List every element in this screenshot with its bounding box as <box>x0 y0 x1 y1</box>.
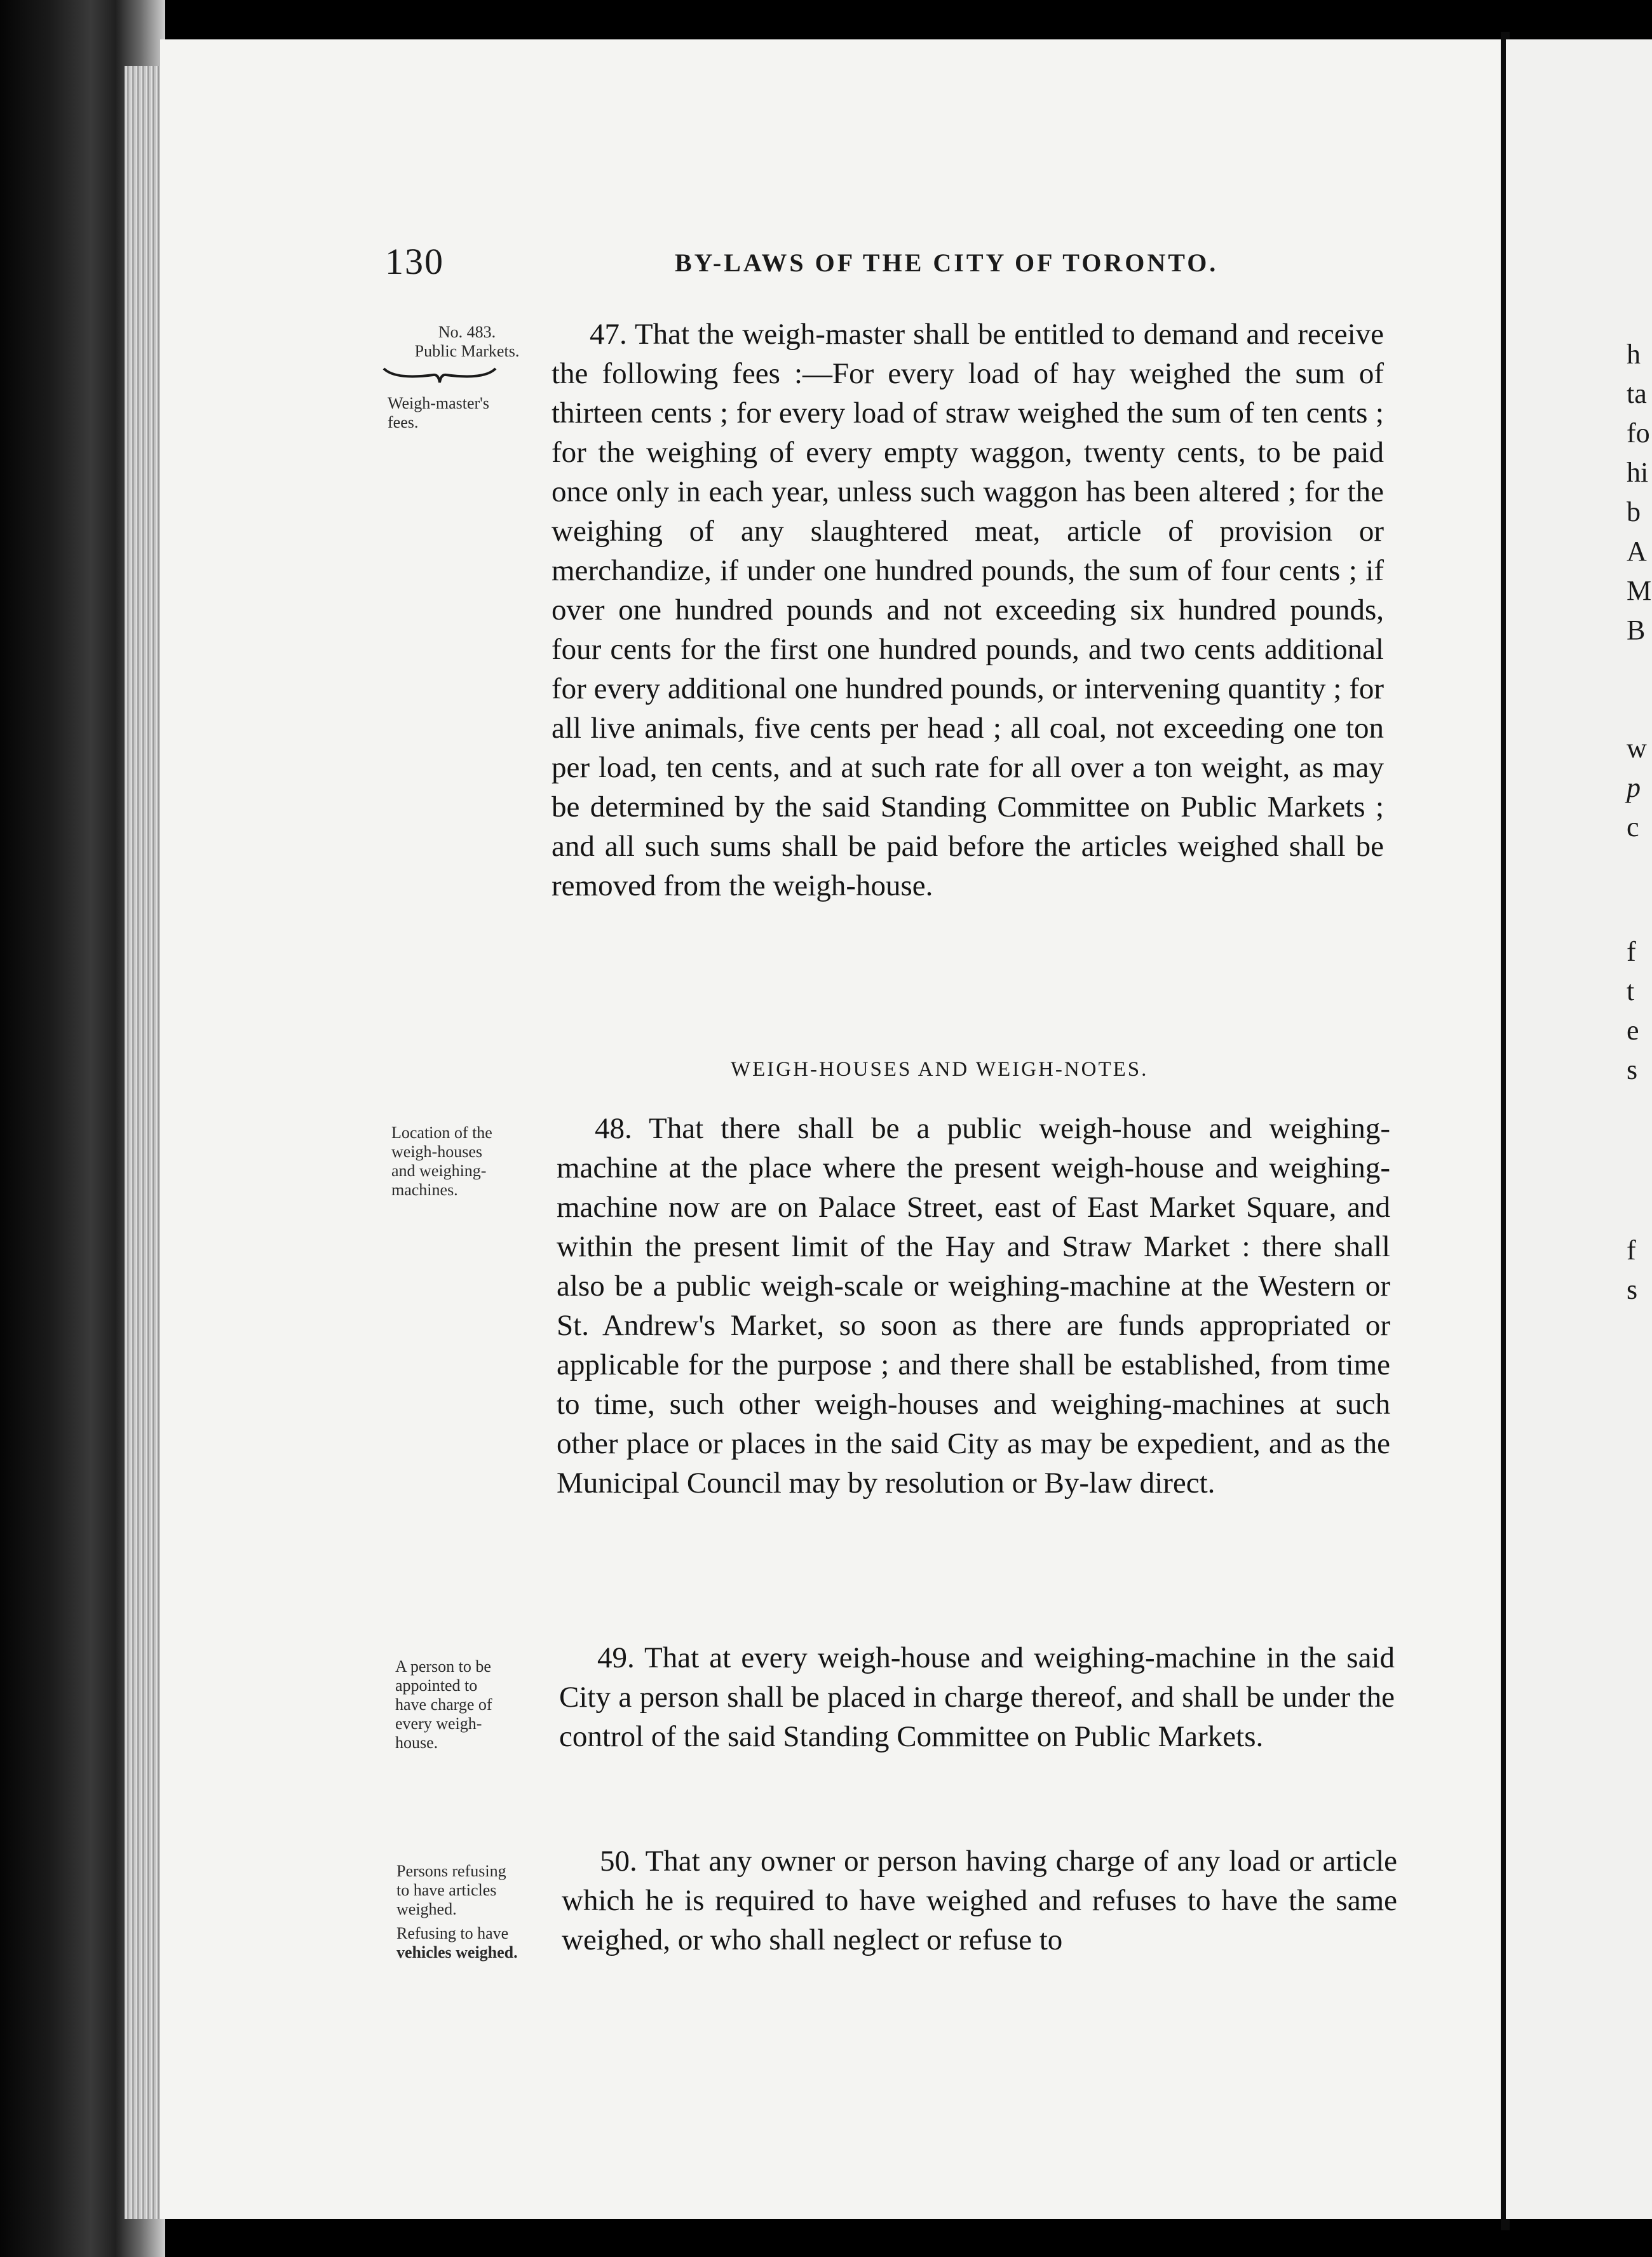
sidenote-line: Persons refusing <box>396 1862 506 1880</box>
paragraph-text: 48. That there shall be a public weigh-house and weighing-machine at the place where the present weigh-house and weighing-machine now are on Palace Street, east of East Market Square, and within the present limit of the Hay and Straw Market : there shall also be a public weigh-scale or weighing-machine at the Western or St. Andrew's Market, so soon as there are funds appropriated or applicable for the purpose ; and there shall be established, from time to time, such other weigh-houses and weighing-machines at such other place or places in the said City as may be expedient, and as the Municipal Council may by resolution or By-law direct. <box>557 1112 1390 1500</box>
sidenote-line: to have articles <box>396 1881 497 1899</box>
facing-fragment: hi <box>1627 457 1649 488</box>
sidenote-weigh-master-fees <box>388 394 546 432</box>
facing-page <box>1506 39 1652 2219</box>
sidenote-line: No. 483. <box>438 323 496 341</box>
facing-fragment: h <box>1627 339 1641 370</box>
paragraph-text: 47. That the weigh-master shall be entitled to demand and receive the following fees :—For every load of hay weighed the sum of thirteen cents ; for every load of straw weighed the sum of ten cents ; for the weighing of every empty waggon, twenty cents, to be paid once only in each year, unless such waggon has been altered ; for the weighing of any slaughtered meat, article of provision or merchandize, if under one hundred pounds, the sum of four cents ; if over one hundred pounds and not exceeding six hundred pounds, four cents for the first one hundred pounds, and two cents additional for every additional one hundred pounds, or intervening quantity ; for all live animals, five cents per head ; all coal, not exceeding one ton per load, ten cents, and at such rate for all over a ton weight, as may be determined by the said Standing Committee on Public Markets ; and all such sums shall be paid before the articles weighed shall be removed from the weigh-house. <box>552 318 1384 902</box>
sidenote-line: every weigh- <box>395 1714 482 1733</box>
paragraph-text: 49. That at every weigh-house and weighing-machine in the said City a person shall be placed in charge thereof, and shall be under the control of the said Standing Committee on Public Markets. <box>559 1641 1395 1753</box>
facing-fragment: t <box>1627 975 1635 1006</box>
sidenote-line: and weighing- <box>391 1162 487 1180</box>
sidenote-line: vehicles weighed. <box>396 1943 518 1962</box>
facing-fragment: c <box>1627 811 1639 843</box>
facing-fragment: M <box>1627 575 1652 606</box>
running-header <box>385 240 1249 285</box>
facing-fragment: fo <box>1627 417 1650 449</box>
sidenote-line: Public Markets. <box>414 342 520 360</box>
facing-fragment: w <box>1627 733 1647 764</box>
paragraph-47 <box>552 315 1384 905</box>
section-heading: WEIGH-HOUSES AND WEIGH-NOTES. <box>731 1058 1149 1081</box>
paragraph-49 <box>559 1638 1395 1756</box>
paragraph-text: 50. That any owner or person having charge of any load or article which he is required to have weighed and refuses to have the same weighed, or who shall neglect or refuse to <box>562 1845 1397 1956</box>
sidenote-line: weighed. <box>396 1900 457 1918</box>
facing-fragment: p <box>1627 772 1641 803</box>
facing-fragment: e <box>1627 1015 1639 1046</box>
sidenote-line: machines. <box>391 1181 458 1199</box>
sidenote-line: A person to be <box>395 1657 491 1676</box>
page-edges <box>125 66 163 2219</box>
facing-fragment: f <box>1627 936 1636 967</box>
sidenote-line: have charge of <box>395 1695 492 1714</box>
sidenote-line: weigh-houses <box>391 1142 482 1161</box>
sidenote-bylaw-number <box>388 323 546 361</box>
page-number: 130 <box>385 241 444 282</box>
sidenote-person-in-charge <box>395 1657 554 1752</box>
facing-fragment: B <box>1627 614 1646 646</box>
facing-fragment: ta <box>1627 378 1647 409</box>
sidenote-line: appointed to <box>395 1676 478 1695</box>
paragraph-48 <box>557 1109 1390 1503</box>
sidenote-line: Location of the <box>391 1123 492 1142</box>
facing-fragment: s <box>1627 1054 1638 1085</box>
facing-fragment: f <box>1627 1235 1636 1266</box>
sidenote-location <box>391 1123 550 1200</box>
paragraph-50 <box>562 1841 1397 1960</box>
facing-fragment: b <box>1627 496 1641 527</box>
sidenote-line: Refusing to have <box>396 1924 509 1942</box>
sidenote-line: fees. <box>388 413 419 431</box>
facing-fragment: A <box>1627 536 1647 567</box>
facing-fragment: s <box>1627 1274 1638 1305</box>
sidenote-line: house. <box>395 1733 438 1752</box>
running-title: BY-LAWS OF THE CITY OF TORONTO. <box>675 248 1219 277</box>
brace-ornament <box>383 366 497 384</box>
sidenote-refusing <box>396 1862 562 1962</box>
sidenote-line: Weigh-master's <box>388 394 489 412</box>
